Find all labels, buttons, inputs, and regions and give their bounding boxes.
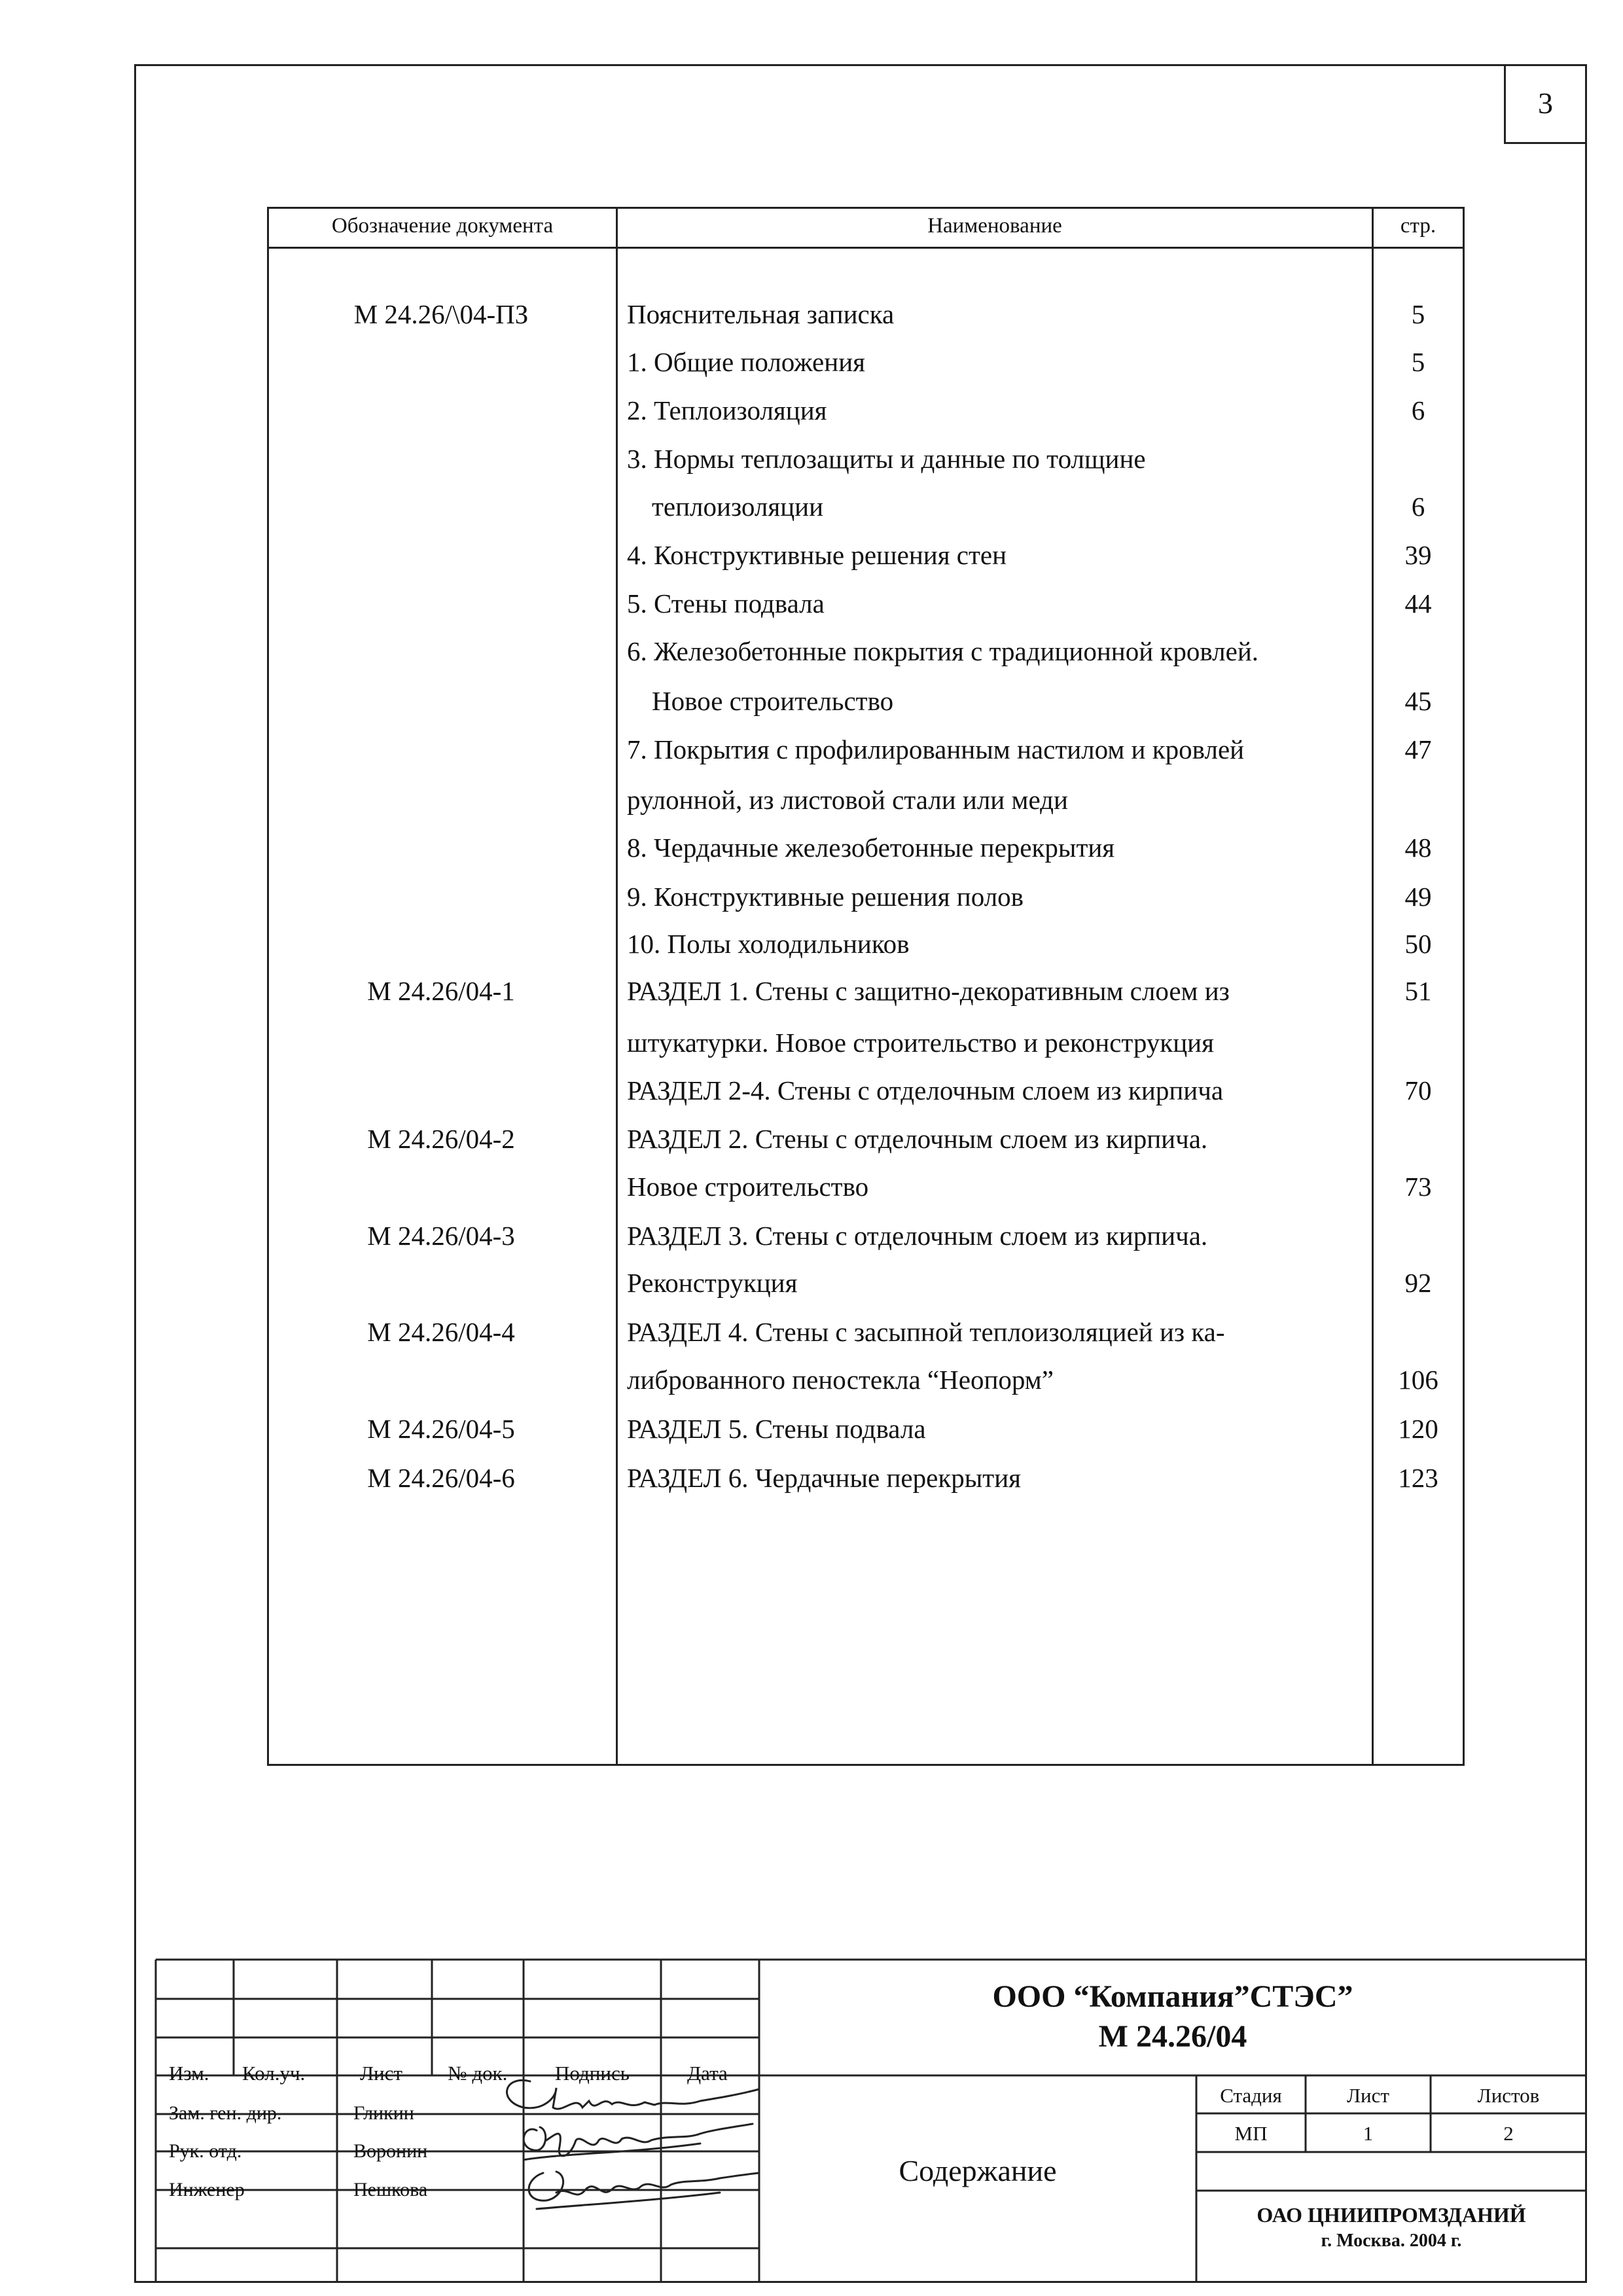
header-page: стр. — [1400, 214, 1436, 238]
toc-row-page: 6 — [1411, 395, 1425, 425]
stage-label: Стадия — [1220, 2084, 1282, 2107]
header-name: Наименование — [927, 214, 1062, 238]
toc-row-name: РАЗДЕЛ 5. Стены подвала — [627, 1414, 926, 1444]
toc-row-name: Новое строительство — [627, 1172, 869, 1202]
toc-row-name: 1. Общие положения — [627, 347, 865, 377]
doc-title: Содержание — [899, 2154, 1057, 2187]
org-name: ООО “Компания”СТЭС” — [992, 1979, 1353, 2014]
toc-row-name: рулонной, из листовой стали или меди — [627, 785, 1068, 815]
person-1: Гликин — [353, 2102, 414, 2124]
toc-row-page: 70 — [1404, 1075, 1432, 1105]
toc-row-page: 48 — [1404, 833, 1432, 863]
col-doc: № док. — [448, 2062, 508, 2085]
header-code: Обозначение документа — [331, 214, 554, 238]
col-date: Дата — [687, 2062, 728, 2085]
toc-row-name: Пояснительная записка — [627, 299, 895, 329]
stage-value: МП — [1234, 2122, 1268, 2145]
toc-row-page: 106 — [1398, 1365, 1438, 1395]
toc-row-name: 9. Конструктивные решения полов — [627, 882, 1024, 912]
person-2: Воронин — [353, 2140, 428, 2162]
toc-row-page: 92 — [1404, 1268, 1432, 1298]
toc-row-code: М 24.26/04-5 — [367, 1414, 515, 1444]
toc-row-page: 45 — [1404, 686, 1432, 716]
toc-row-name: РАЗДЕЛ 6. Чердачные перекрытия — [627, 1463, 1022, 1493]
sheet-label: Лист — [1347, 2084, 1389, 2107]
toc-row-name: РАЗДЕЛ 4. Стены с засыпной теплоизоляцией из ка- — [627, 1317, 1225, 1347]
person-3: Пешкова — [353, 2179, 428, 2200]
sheets-value: 2 — [1503, 2122, 1514, 2145]
toc-row-page: 51 — [1404, 976, 1432, 1006]
toc-row-code: М 24.26/\04-ПЗ — [353, 299, 529, 329]
institute-name: ОАО ЦНИИПРОМЗДАНИЙ — [1257, 2203, 1526, 2227]
role-3: Инженер — [169, 2179, 245, 2200]
col-list: Лист — [360, 2062, 402, 2085]
toc-row-code: М 24.26/04-3 — [367, 1221, 515, 1251]
toc-row-name: 3. Нормы теплозащиты и данные по толщине — [627, 444, 1146, 474]
toc-row-name: 10. Полы холодильников — [627, 929, 910, 959]
toc-row-name: 5. Стены подвала — [627, 588, 825, 619]
toc-row-page: 6 — [1411, 492, 1425, 522]
institute-city: г. Москва. 2004 г. — [1321, 2231, 1462, 2251]
toc-row-page: 73 — [1404, 1172, 1432, 1202]
col-izm: Изм. — [169, 2062, 209, 2085]
toc-row-name: 4. Конструктивные решения стен — [627, 540, 1007, 570]
toc-row-name: РАЗДЕЛ 2-4. Стены с отделочным слоем из кирпича — [627, 1075, 1224, 1105]
toc-row-name: 6. Железобетонные покрытия с традиционной кровлей. — [627, 636, 1259, 666]
toc-row-page: 120 — [1398, 1414, 1438, 1444]
role-2: Рук. отд. — [169, 2140, 242, 2162]
toc-row-name: 8. Чердачные железобетонные перекрытия — [627, 833, 1115, 863]
sheets-label: Листов — [1477, 2084, 1540, 2107]
toc-row-page: 50 — [1404, 929, 1432, 959]
toc-row-name: штукатурки. Новое строительство и реконструкция — [627, 1028, 1214, 1058]
toc-row-code: М 24.26/04-2 — [367, 1124, 515, 1154]
toc-row-name: РАЗДЕЛ 3. Стены с отделочным слоем из кирпича. — [627, 1221, 1208, 1251]
toc-row-name: Реконструкция — [627, 1268, 798, 1298]
toc-row-page: 44 — [1404, 588, 1432, 619]
col-kol: Кол.уч. — [242, 2062, 306, 2085]
toc-row-name: РАЗДЕЛ 2. Стены с отделочным слоем из кирпича. — [627, 1124, 1208, 1154]
role-1: Зам. ген. дир. — [169, 2102, 282, 2124]
page-number: 3 — [1504, 64, 1585, 144]
toc-row-page: 47 — [1404, 734, 1432, 764]
toc-row-code: М 24.26/04-1 — [367, 976, 515, 1006]
col-sign: Подпись — [555, 2062, 630, 2085]
toc-row-code: М 24.26/04-6 — [367, 1463, 515, 1493]
doc-code: М 24.26/04 — [1098, 2019, 1247, 2054]
toc-row-name: Новое строительство — [652, 686, 894, 716]
toc-row-page: 39 — [1404, 540, 1432, 570]
toc-row-name: 7. Покрытия с профилированным настилом и кровлей — [627, 734, 1245, 764]
toc-row-name: теплоизоляции — [652, 492, 824, 522]
toc-row-page: 123 — [1398, 1463, 1438, 1493]
sheet-value: 1 — [1363, 2122, 1374, 2145]
toc-row-name: 2. Теплоизоляция — [627, 395, 827, 425]
toc-row-code: М 24.26/04-4 — [367, 1317, 515, 1347]
toc-row-name: РАЗДЕЛ 1. Стены с защитно-декоративным слоем из — [627, 976, 1230, 1006]
toc-row-page: 49 — [1404, 882, 1432, 912]
toc-row-page: 5 — [1411, 299, 1425, 329]
toc-row-page: 5 — [1411, 347, 1425, 377]
toc-row-name: либрованного пеностекла “Неопорм” — [627, 1365, 1054, 1395]
signature-marks — [484, 2062, 772, 2212]
